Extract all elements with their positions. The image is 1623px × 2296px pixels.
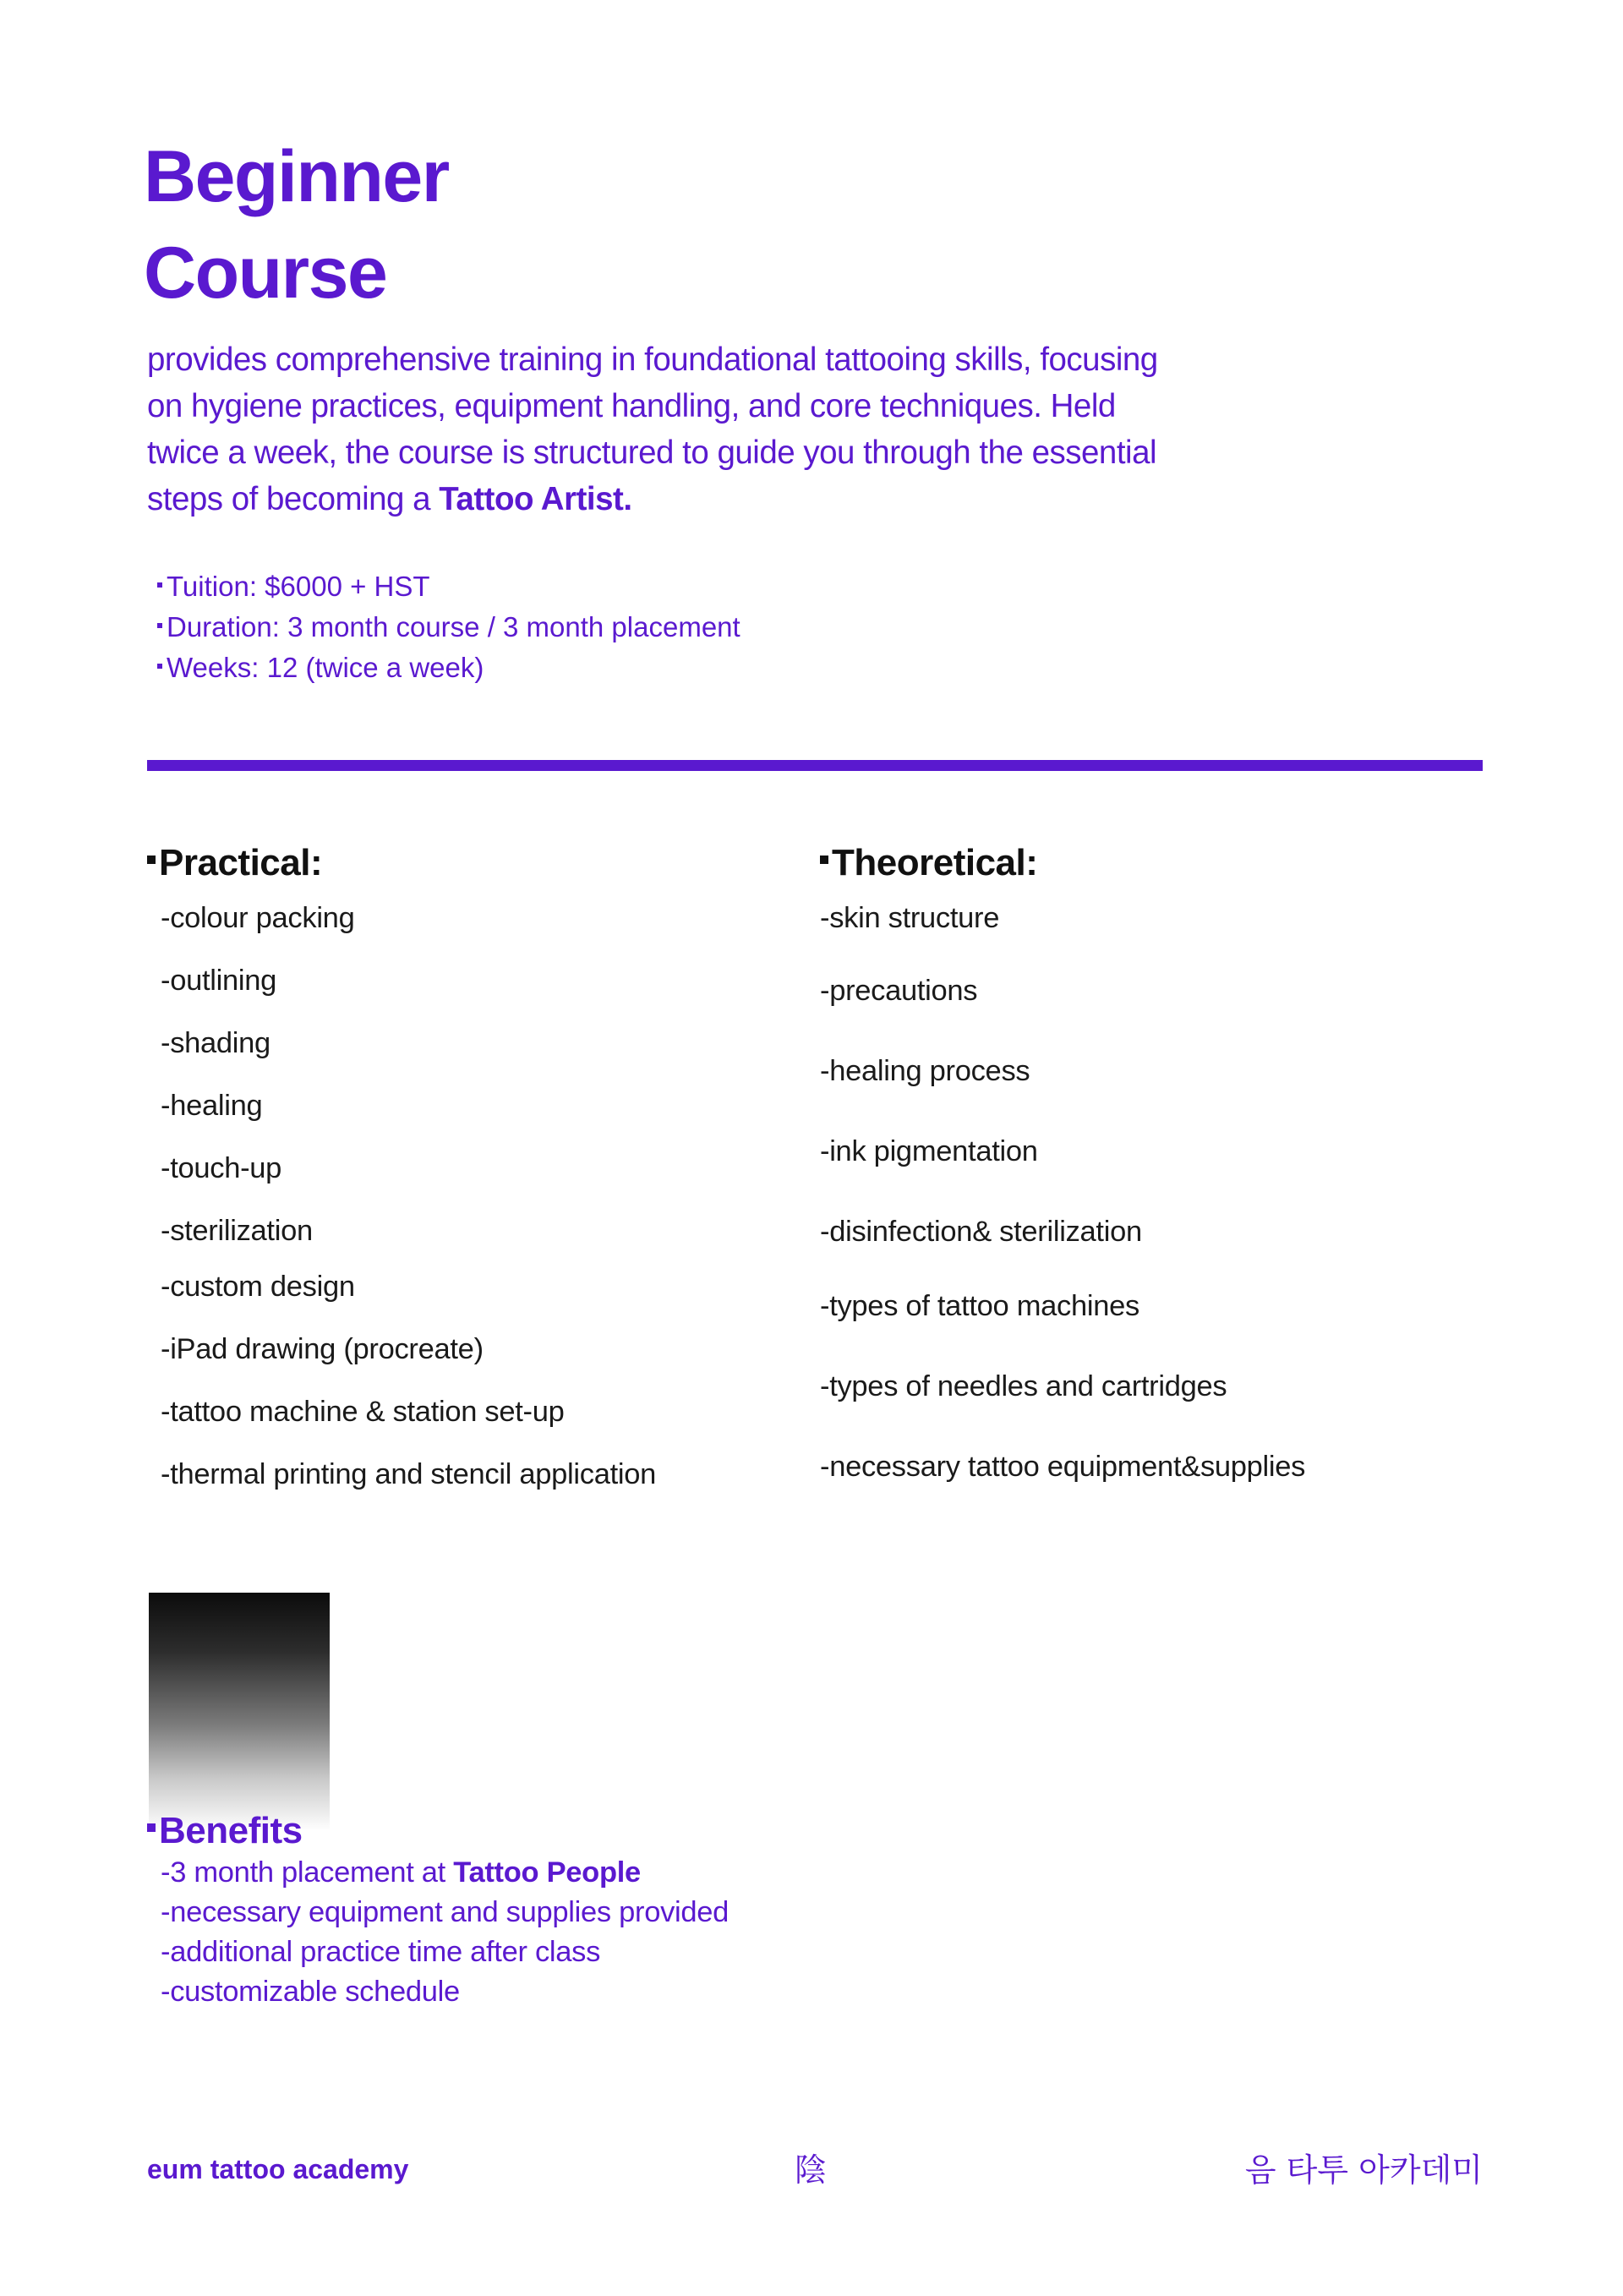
gradient-image [149, 1593, 330, 1831]
square-bullet-icon [147, 856, 156, 864]
footer-logo-glyph: 陰 [795, 2151, 828, 2189]
square-bullet-icon [157, 664, 162, 669]
practical-item: -outlining [161, 965, 277, 997]
square-bullet-icon [820, 856, 828, 864]
benefits-heading [147, 1809, 303, 1853]
theoretical-item: -necessary tattoo equipment&supplies [820, 1451, 1306, 1483]
course-facts-list [157, 566, 740, 688]
theoretical-item: -types of tattoo machines [820, 1290, 1139, 1322]
fact-duration [157, 607, 740, 648]
fact-weeks-text: Weeks: 12 (twice a week) [167, 652, 484, 683]
course-description-emphasis: Tattoo Artist. [439, 481, 632, 517]
benefit-item-emphasis: Tattoo People [453, 1856, 641, 1889]
page-title-line-1: Beginner [144, 136, 449, 217]
practical-item: -thermal printing and stencil application [161, 1458, 657, 1490]
course-description [147, 336, 1195, 522]
benefit-item: -customizable schedule [161, 1976, 460, 2008]
practical-item: -touch-up [161, 1152, 282, 1184]
theoretical-item: -skin structure [820, 902, 1000, 934]
practical-item: -iPad drawing (procreate) [161, 1333, 484, 1365]
benefit-item-text: -3 month placement at [161, 1856, 454, 1889]
practical-item: -sterilization [161, 1215, 313, 1247]
practical-item: -custom design [161, 1271, 355, 1303]
theoretical-item: -healing process [820, 1055, 1030, 1087]
fact-weeks [157, 648, 740, 688]
practical-item: -tattoo machine & station set-up [161, 1396, 565, 1428]
benefits-list [161, 1853, 729, 2012]
page-title [144, 128, 449, 321]
theoretical-heading-text: Theoretical: [832, 842, 1038, 883]
footer-brand-korean: 음 타투 아카데미 [1244, 2151, 1483, 2189]
fact-tuition [157, 566, 740, 607]
theoretical-item: -types of needles and cartridges [820, 1370, 1227, 1402]
square-bullet-icon [147, 1823, 156, 1832]
theoretical-item: -precautions [820, 975, 978, 1007]
footer-brand: eum tattoo academy [147, 2154, 409, 2184]
practical-heading [147, 841, 322, 885]
square-bullet-icon [157, 623, 162, 628]
square-bullet-icon [157, 582, 162, 588]
fact-duration-text: Duration: 3 month course / 3 month placement [167, 611, 740, 642]
theoretical-item: -ink pigmentation [820, 1135, 1038, 1167]
course-description-text: provides comprehensive training in foundational tattooing skills, focusing on hygiene practices, equipment handling, and core techniques. Held twice a week, the course is structured to guide you through the essential steps of becoming a [147, 342, 1158, 517]
section-divider [147, 760, 1483, 771]
benefit-item: -additional practice time after class [161, 1936, 601, 1968]
benefit-item: -necessary equipment and supplies provided [161, 1896, 730, 1928]
benefit-item [161, 1853, 729, 1893]
page-title-line-2: Course [144, 232, 387, 314]
benefits-heading-text: Benefits [159, 1810, 303, 1851]
practical-item: -shading [161, 1027, 270, 1059]
practical-item: -healing [161, 1090, 263, 1122]
practical-heading-text: Practical: [159, 842, 323, 883]
fact-tuition-text: Tuition: $6000 + HST [167, 571, 430, 602]
practical-item: -colour packing [161, 902, 355, 934]
theoretical-heading [820, 841, 1037, 885]
theoretical-item: -disinfection& sterilization [820, 1216, 1142, 1248]
